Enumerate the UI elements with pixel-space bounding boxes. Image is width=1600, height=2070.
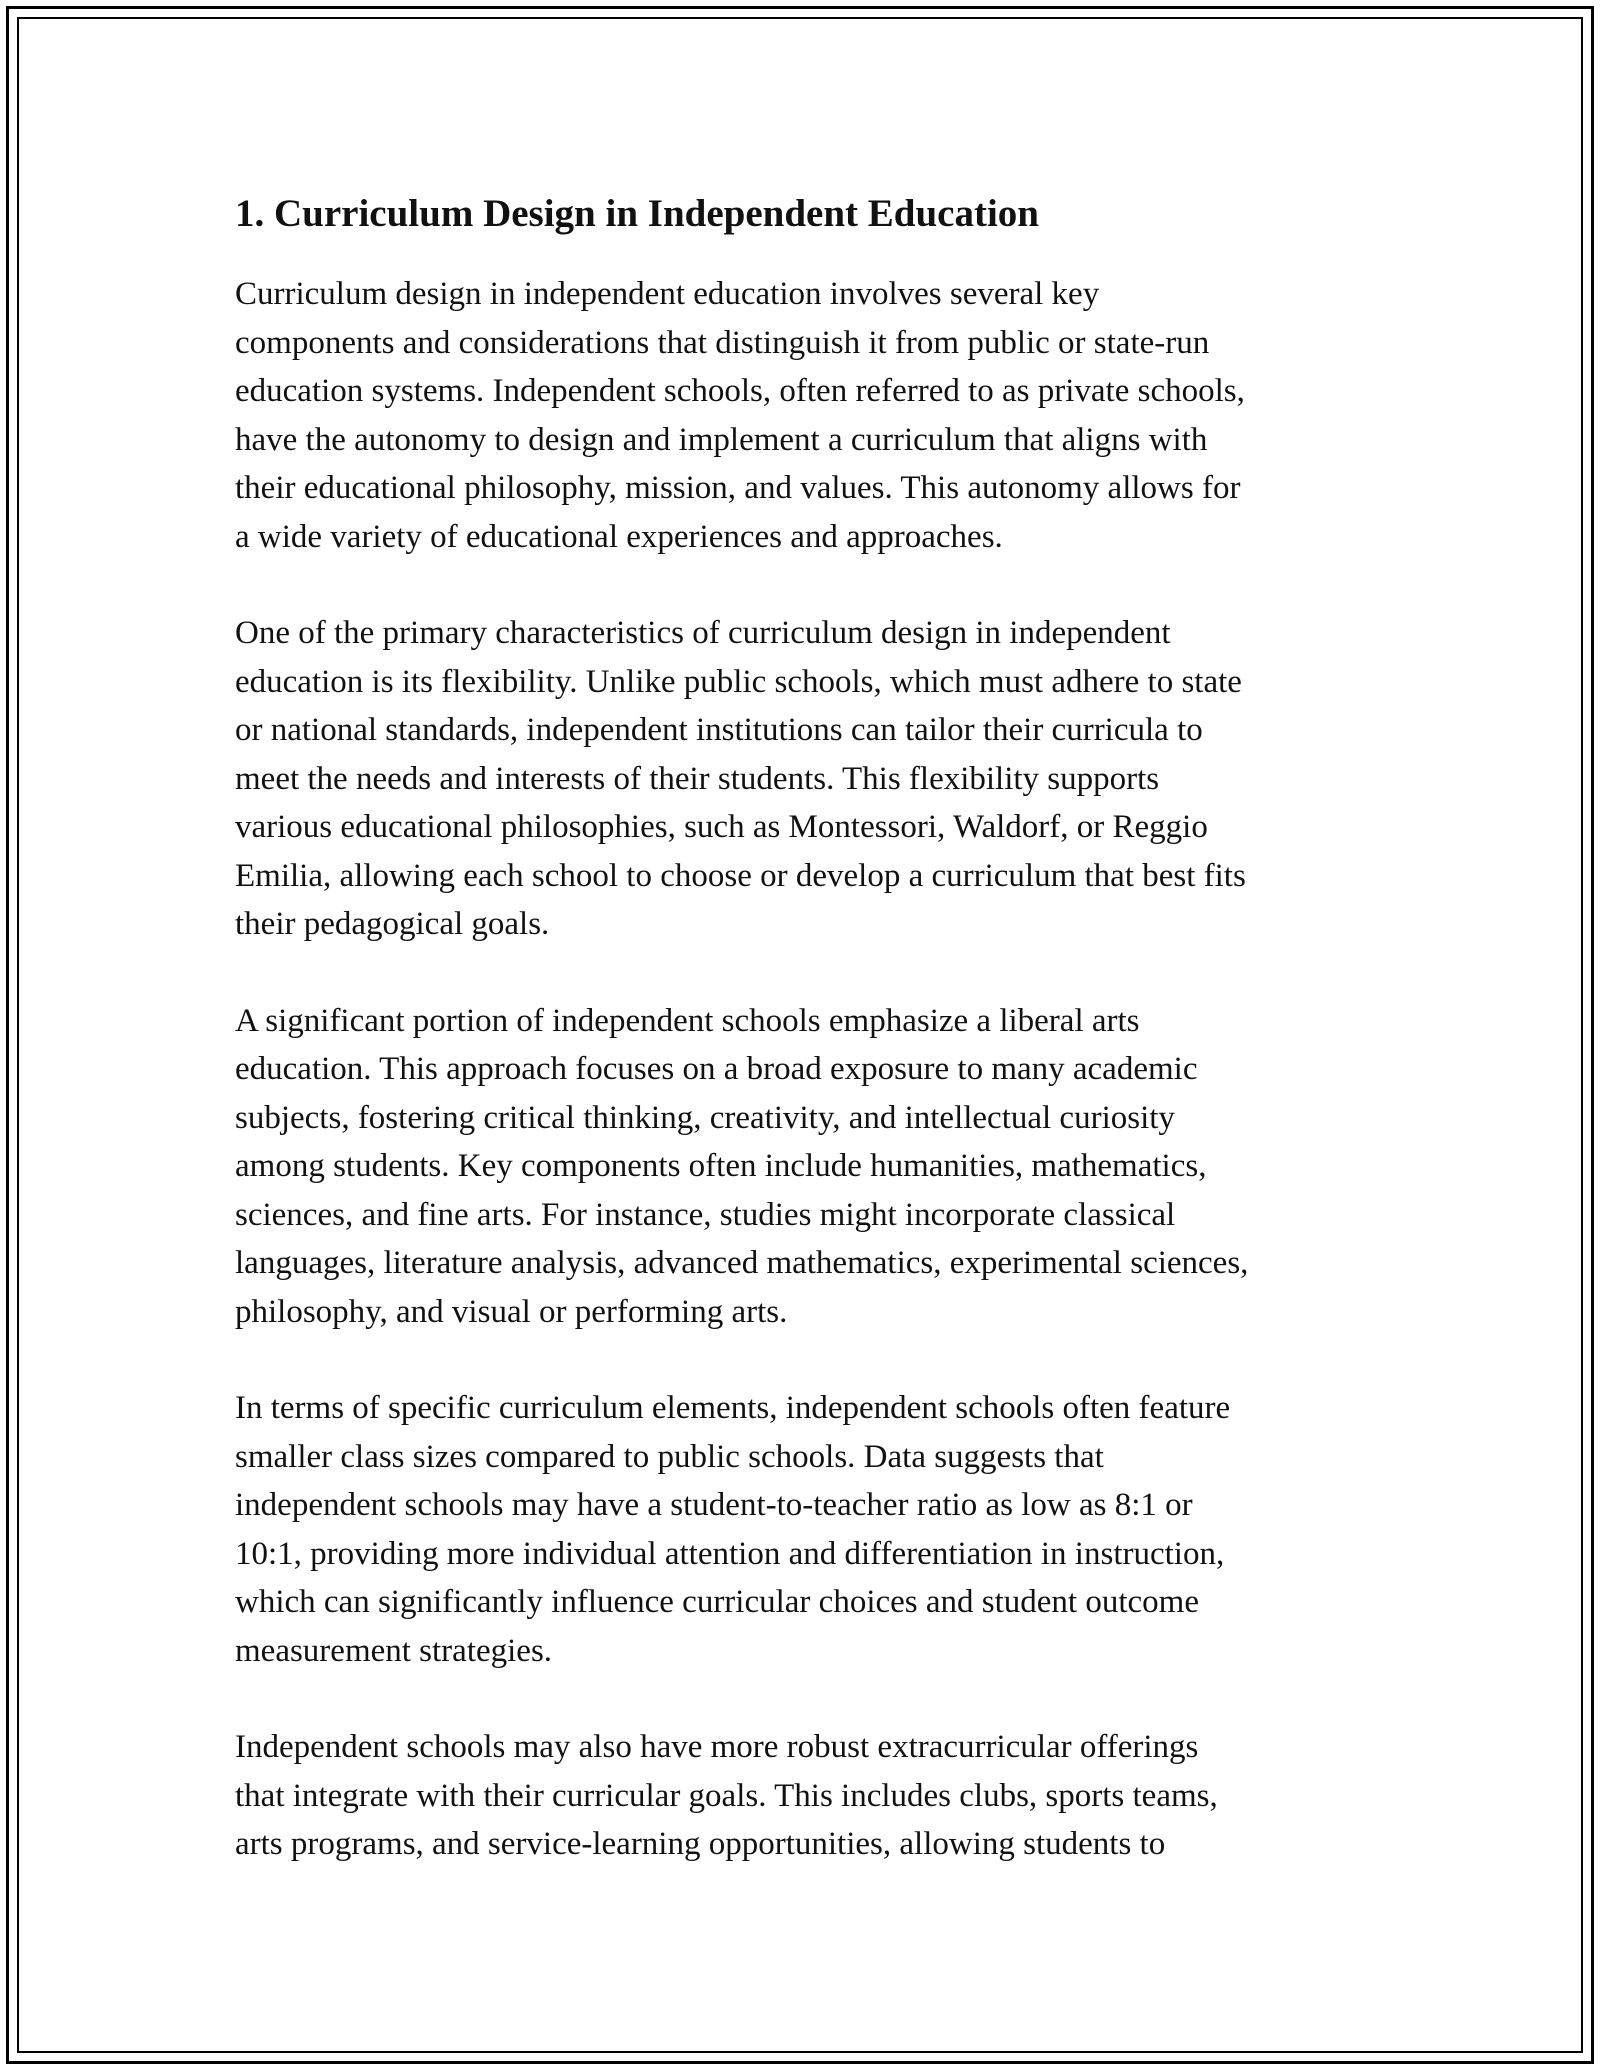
paragraph-2: One of the primary characteristics of curriculum design in independent education is its flexibility. Unlike public schools, which must adhere to state or national standards, independent institutions can tailor their curricula to meet the needs and interests of their students. This flexibility supports various educational philosophies, such as Montessori, Waldorf, or Reggio Emilia, allowing each school to choose or develop a curriculum that best fits their pedagogical goals. (235, 615, 1246, 942)
paragraph-5: Independent schools may also have more robust extracurricular offerings that integrate with their curricular goals. This includes clubs, sports teams, arts programs, and service-learning opportunities, allowing students to (235, 1729, 1218, 1862)
paragraph-3: A significant portion of independent schools emphasize a liberal arts education. This approach focuses on a broad exposure to many academic subjects, fostering critical thinking, creativity, and intellectual curiosity among students. Key components often include humanities, mathematics, sciences, and fine arts. For instance, studies might incorporate classical languages, literature analysis, advanced mathematics, experimental sciences, philosophy, and visual or performing arts. (235, 1002, 1249, 1330)
section-heading: 1. Curriculum Design in Independent Education (235, 192, 1039, 235)
document-body (235, 186, 1375, 1917)
paragraph-1: Curriculum design in independent education involves several key components and considerations that distinguish it from public or state-run education systems. Independent schools, often referred to as private schools, have the autonomy to design and implement a curriculum that aligns with their educational philosophy, mission, and values. This autonomy allows for a wide variety of educational experiences and approaches. (235, 276, 1245, 555)
paragraph-4: In terms of specific curriculum elements, independent schools often feature smaller class sizes compared to public schools. Data suggests that independent schools may have a student-to-teacher ratio as low as 8:1 or 10:1, providing more individual attention and differentiation in instruction, which can significantly influence curricular choices and student outcome measurement strategies. (235, 1390, 1231, 1669)
